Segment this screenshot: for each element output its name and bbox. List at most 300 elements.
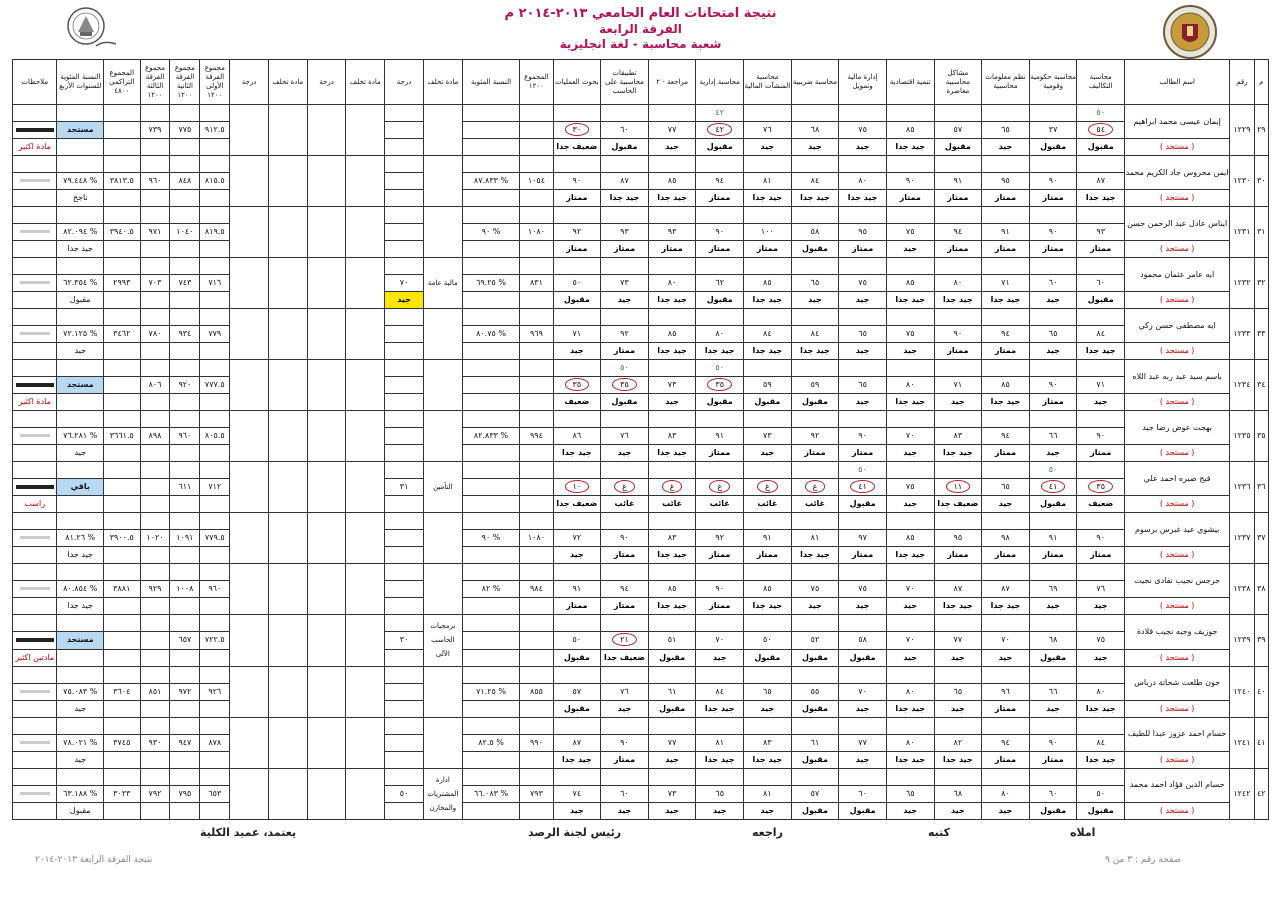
student-name: جرجس نجيب نفادى نجيت [1125, 564, 1230, 598]
subject-grade: ضعيف [553, 394, 601, 411]
year1-top [200, 666, 230, 683]
subject-mark: ٩٠ [1077, 530, 1125, 547]
pct-top [462, 717, 520, 734]
pct-top [462, 156, 520, 173]
subject-grade: جيد [1029, 700, 1077, 717]
remark-bar [13, 224, 57, 241]
percentage: % ٨٢.٨٣٣ [462, 428, 520, 445]
year1-bottom [200, 751, 230, 768]
cumpct-top [57, 768, 104, 785]
blank-cell [268, 615, 307, 666]
mark-upgrade [886, 615, 934, 632]
mark-upgrade [886, 309, 934, 326]
cumulative-percentage: % ٨١.٢٦ [57, 530, 104, 547]
mark-upgrade [1077, 309, 1125, 326]
subject-mark: ٨٠ [886, 734, 934, 751]
student-row-marks [13, 377, 1269, 394]
mark-upgrade [648, 615, 696, 632]
year1-top [200, 207, 230, 224]
subject-grade: جيد [553, 547, 601, 564]
subject-grade: جيد جدا [791, 190, 839, 207]
mark-upgrade [1029, 207, 1077, 224]
mark-upgrade [791, 360, 839, 377]
mark-upgrade [553, 768, 601, 785]
remark-top [13, 411, 57, 428]
subject-mark [601, 479, 649, 496]
year2-top [170, 462, 200, 479]
carried-degree: ٣٠ [385, 632, 424, 649]
remark-top [13, 207, 57, 224]
mark-upgrade [1077, 156, 1125, 173]
year3-total: ٧٣٩ [140, 122, 170, 139]
year3-top [140, 360, 170, 377]
subject-mark: ٨٠ [886, 683, 934, 700]
subject-grade: جيد جدا [744, 343, 792, 360]
subject-grade: غائب [601, 496, 649, 513]
mark-upgrade [791, 258, 839, 275]
subject-mark: ٦٥ [791, 275, 839, 292]
subject-grade: جيد جدا [744, 292, 792, 309]
mark-upgrade [1077, 768, 1125, 785]
student-row [13, 513, 1269, 530]
year2-bottom [170, 598, 200, 615]
remark-bar-line [20, 587, 50, 590]
mark-upgrade [1029, 258, 1077, 275]
mark-upgrade [601, 564, 649, 581]
blank-cell [230, 462, 269, 513]
status-flag: مستجد [57, 377, 104, 394]
remark-bar-line [20, 332, 50, 335]
pct-top [462, 207, 520, 224]
blank-cell [268, 105, 307, 156]
year3-total: ٩٦٠ [140, 173, 170, 190]
subject-grade: جيد [839, 598, 887, 615]
student-row-grades [13, 598, 1269, 615]
year2-bottom [170, 445, 200, 462]
year1-total: ٧٧٩ [200, 326, 230, 343]
subject-grade: جيد جدا [601, 190, 649, 207]
cumulative-total [104, 122, 141, 139]
subject-mark [744, 479, 792, 496]
total-bottom [520, 394, 553, 411]
subject-grade: مقبول [1029, 139, 1077, 156]
carried-degree-top [385, 564, 424, 581]
mark-upgrade [553, 717, 601, 734]
total-mark: ٩٦٩ [520, 326, 553, 343]
mark-upgrade [744, 360, 792, 377]
carried-subject [423, 411, 462, 462]
mark-upgrade [791, 411, 839, 428]
cum-top [104, 666, 141, 683]
mark-upgrade [1029, 717, 1077, 734]
student-status: ( مستجد ) [1125, 292, 1230, 309]
blank-cell [307, 360, 346, 411]
year2-top [170, 564, 200, 581]
student-index: ٣٨ [1254, 564, 1268, 615]
subject-mark: ٦٨ [1029, 632, 1077, 649]
total-top [520, 258, 553, 275]
student-name: إيمان عيسى محمد ابراهيم [1125, 105, 1230, 139]
subject-mark [696, 479, 744, 496]
subject-grade: ممتاز [934, 241, 982, 258]
year2-total: ٧٧٥ [170, 122, 200, 139]
subject-mark: ٨٠ [648, 275, 696, 292]
subject-mark: ٧١ [1077, 377, 1125, 394]
total-bottom [520, 649, 553, 666]
subject-mark: ٩٠ [934, 326, 982, 343]
subject-mark: ٧٣ [648, 377, 696, 394]
pct-bottom [462, 241, 520, 258]
carried-degree-top [385, 156, 424, 173]
final-grade: جيد جدا [57, 547, 104, 564]
subject-mark: ٩٢ [696, 530, 744, 547]
subject-mark: ٦٢ [696, 275, 744, 292]
subject-mark: ٩٤ [982, 734, 1030, 751]
mark-upgrade [934, 513, 982, 530]
subject-mark: ٨٤ [791, 326, 839, 343]
mark-upgrade [696, 768, 744, 785]
student-row [13, 564, 1269, 581]
status-flag: مستجد [57, 122, 104, 139]
year3-bottom [140, 445, 170, 462]
final-grade: جيد جدا [57, 241, 104, 258]
subject-grade: مقبول [744, 394, 792, 411]
mark-upgrade [839, 207, 887, 224]
subject-grade: مقبول [839, 802, 887, 819]
mark-upgrade [648, 309, 696, 326]
pct-top [462, 564, 520, 581]
cum-bottom [104, 496, 141, 513]
subject-grade: مقبول [1029, 649, 1077, 666]
subject-mark: ٨١ [744, 785, 792, 802]
subject-mark: ٦٥ [982, 479, 1030, 496]
subject-grade: جيد [791, 139, 839, 156]
subject-mark: ٨٤ [696, 683, 744, 700]
year2-top [170, 207, 200, 224]
subject-grade: مقبول [648, 700, 696, 717]
total-top [520, 564, 553, 581]
mark-upgrade [648, 258, 696, 275]
mark-upgrade [601, 513, 649, 530]
blank-cell [268, 717, 307, 768]
subject-grade: ممتاز [696, 547, 744, 564]
failed-mark: ٣٥ [612, 378, 637, 391]
blank-cell [307, 156, 346, 207]
final-grade [57, 496, 104, 513]
year2-top [170, 156, 200, 173]
remark-bar [13, 581, 57, 598]
subject-grade: جيد جدا [791, 343, 839, 360]
student-name: بهجت عوض رضا جيد [1125, 411, 1230, 445]
year3-top [140, 513, 170, 530]
subject-grade: جيد جدا [1077, 751, 1125, 768]
subject-grade: جيد [648, 394, 696, 411]
final-grade [57, 139, 104, 156]
mark-upgrade [886, 768, 934, 785]
subject-grade: جيد جدا [696, 751, 744, 768]
mark-upgrade [886, 258, 934, 275]
subject-grade: جيد [839, 751, 887, 768]
year1-total: ٩٢٦ [200, 683, 230, 700]
failed-mark: غ [662, 480, 683, 493]
subject-grade: جيد [839, 700, 887, 717]
year3-total: ٩٢٩ [140, 581, 170, 598]
student-status: ( مستجد ) [1125, 241, 1230, 258]
subject-mark: ٥٠ [744, 632, 792, 649]
subject-grade: مقبول [696, 394, 744, 411]
year2-top [170, 666, 200, 683]
subject-grade: مقبول [791, 802, 839, 819]
student-name: بيشوي عيد غبرس برسوم [1125, 513, 1230, 547]
remark-note: مادة اكثير [13, 139, 57, 156]
remark-bar-line [16, 485, 54, 489]
carried-degree [385, 377, 424, 394]
subject-grade: ممتاز [1029, 751, 1077, 768]
subject-mark: ٥٢ [791, 632, 839, 649]
blank-cell [268, 768, 307, 819]
cum-bottom [104, 241, 141, 258]
mark-upgrade [982, 717, 1030, 734]
remark-note [13, 445, 57, 462]
subject-mark: ٨١ [744, 173, 792, 190]
blank-cell [268, 462, 307, 513]
cumulative-percentage: % ٦٢.٣٥٤ [57, 275, 104, 292]
remark-bar [13, 377, 57, 394]
carried-degree-grade [385, 547, 424, 564]
student-row-grades [13, 751, 1269, 768]
failed-mark: غ [709, 480, 730, 493]
subject-grade: جيد جدا [744, 751, 792, 768]
failed-mark: غ [614, 480, 635, 493]
carried-subject: مالية عامة [423, 258, 462, 309]
carried-degree [385, 428, 424, 445]
subject-mark: ٦٠ [601, 785, 649, 802]
year3-bottom [140, 700, 170, 717]
mark-upgrade [982, 768, 1030, 785]
pct-top [462, 360, 520, 377]
cumulative-total: ٣٧٤٥ [104, 734, 141, 751]
subject-mark: ٧٧ [648, 122, 696, 139]
report-level: الفرقة الرابعة [599, 22, 682, 36]
year2-bottom [170, 547, 200, 564]
cumpct-top [57, 615, 104, 632]
column-header: النسبة المئوية [462, 60, 520, 105]
mark-upgrade [1029, 564, 1077, 581]
student-name: حسام احمد عزوز عبدا للطيف [1125, 717, 1230, 751]
subject-grade: ممتاز [982, 241, 1030, 258]
cum-bottom [104, 394, 141, 411]
total-top [520, 411, 553, 428]
carried-degree [385, 326, 424, 343]
pct-bottom [462, 190, 520, 207]
mark-upgrade [1077, 258, 1125, 275]
student-status: ( مستجد ) [1125, 190, 1230, 207]
cumulative-percentage: % ٧٨.٠٢١ [57, 734, 104, 751]
year1-top [200, 105, 230, 122]
carried-degree [385, 224, 424, 241]
remark-bar [13, 275, 57, 292]
subject-mark: ٧٣ [648, 785, 696, 802]
subject-mark: ٧٦ [1077, 581, 1125, 598]
student-index: ٣١ [1254, 207, 1268, 258]
subject-mark: ٩٢ [601, 326, 649, 343]
blank-cell [268, 207, 307, 258]
subject-grade: ممتاز [601, 241, 649, 258]
subject-grade: جيد [601, 445, 649, 462]
mark-upgrade [791, 717, 839, 734]
pct-top [462, 768, 520, 785]
subject-grade: ممتاز [744, 547, 792, 564]
carried-degree-grade [385, 241, 424, 258]
subject-mark: ٨٠ [1077, 683, 1125, 700]
subject-grade: جيد جدا [1077, 343, 1125, 360]
blank-cell [346, 717, 385, 768]
subject-grade: جيد جدا [553, 751, 601, 768]
remark-bar [13, 428, 57, 445]
year1-bottom [200, 445, 230, 462]
mark-upgrade [934, 666, 982, 683]
blank-cell [268, 309, 307, 360]
mark-upgrade [982, 666, 1030, 683]
subject-grade: غائب [696, 496, 744, 513]
year1-top [200, 615, 230, 632]
mark-upgrade [886, 360, 934, 377]
cum-top [104, 207, 141, 224]
student-status: ( مستجد ) [1125, 802, 1230, 819]
pct-bottom [462, 598, 520, 615]
subject-mark: ٧٠ [886, 428, 934, 445]
mark-upgrade [934, 768, 982, 785]
remark-top [13, 156, 57, 173]
subject-mark: ٩٤ [696, 173, 744, 190]
subject-mark: ٩٤ [982, 326, 1030, 343]
year1-top [200, 156, 230, 173]
remark-bar [13, 326, 57, 343]
student-name: حسام الدين فؤاد احمد محمد [1125, 768, 1230, 802]
student-status: ( مستجد ) [1125, 445, 1230, 462]
pct-bottom [462, 802, 520, 819]
mark-upgrade [553, 309, 601, 326]
column-header: مادة تخلف [346, 60, 385, 105]
cumpct-top [57, 717, 104, 734]
cumulative-total: ٣٨١٣.٥ [104, 173, 141, 190]
final-grade: ناجح [57, 190, 104, 207]
subject-grade: غائب [744, 496, 792, 513]
blank-cell [268, 564, 307, 615]
total-mark: ٨٣١ [520, 275, 553, 292]
subject-mark [553, 377, 601, 394]
remark-top [13, 462, 57, 479]
mark-upgrade [601, 156, 649, 173]
mark-upgrade [744, 666, 792, 683]
student-row-marks [13, 734, 1269, 751]
mark-upgrade [696, 207, 744, 224]
student-number: ١٢٣١ [1230, 207, 1254, 258]
remark-note [13, 190, 57, 207]
mark-upgrade [982, 207, 1030, 224]
subject-grade: مقبول [1077, 292, 1125, 309]
year2-bottom [170, 649, 200, 666]
status-flag: باقي [57, 479, 104, 496]
subject-grade: مقبول [791, 700, 839, 717]
subject-grade: جيد جدا [839, 190, 887, 207]
year3-bottom [140, 343, 170, 360]
subject-mark: ٧٣ [601, 275, 649, 292]
year2-bottom [170, 241, 200, 258]
blank-cell [307, 258, 346, 309]
subject-grade: ممتاز [839, 547, 887, 564]
student-row [13, 360, 1269, 377]
carried-degree-grade [385, 190, 424, 207]
student-index: ٣٣ [1254, 309, 1268, 360]
subject-grade: ممتاز [601, 751, 649, 768]
subject-mark: ٨٠ [982, 785, 1030, 802]
column-header: محاسبة المنشآت المالية [744, 60, 792, 105]
year1-top [200, 411, 230, 428]
subject-mark: ٨٧ [982, 581, 1030, 598]
mark-upgrade [982, 615, 1030, 632]
cumulative-total: ٣٤٦٢ [104, 326, 141, 343]
subject-grade: جيد [601, 292, 649, 309]
column-header: م [1254, 60, 1268, 105]
year3-bottom [140, 292, 170, 309]
mark-upgrade [1029, 411, 1077, 428]
carried-degree-top [385, 207, 424, 224]
subject-mark: ٦١ [648, 683, 696, 700]
student-row [13, 411, 1269, 428]
subject-mark: ٩٠ [1029, 173, 1077, 190]
cumulative-percentage: % ٦٣.١٨٨ [57, 785, 104, 802]
subject-mark: ٩٤ [982, 428, 1030, 445]
subject-grade: جيد جدا [934, 751, 982, 768]
year3-bottom [140, 802, 170, 819]
total-mark: ١٠٨٠ [520, 224, 553, 241]
remark-bar [13, 122, 57, 139]
subject-grade: ممتاز [982, 190, 1030, 207]
total-top [520, 309, 553, 326]
mark-upgrade [601, 768, 649, 785]
year1-bottom [200, 649, 230, 666]
mark-upgrade [1029, 513, 1077, 530]
student-index: ٢٩ [1254, 105, 1268, 156]
year1-top [200, 564, 230, 581]
subject-mark: ٧٥ [886, 224, 934, 241]
subject-mark: ٩١ [696, 428, 744, 445]
mark-upgrade [696, 411, 744, 428]
carried-degree: ٣١ [385, 479, 424, 496]
carried-degree-top [385, 258, 424, 275]
cum-bottom [104, 190, 141, 207]
cumpct-top [57, 360, 104, 377]
year3-total: ٩٧١ [140, 224, 170, 241]
subject-mark: ٧٢ [553, 530, 601, 547]
subject-mark: ٨٥ [648, 581, 696, 598]
subject-mark [1077, 122, 1125, 139]
mark-upgrade [982, 462, 1030, 479]
pct-top [462, 309, 520, 326]
subject-mark: ٦٥ [886, 785, 934, 802]
pct-top [462, 258, 520, 275]
subject-grade: ضعيف جدا [601, 649, 649, 666]
year3-total: ١٠٢٠ [140, 530, 170, 547]
year3-bottom [140, 751, 170, 768]
total-top [520, 768, 553, 785]
remark-note [13, 343, 57, 360]
blank-cell [230, 513, 269, 564]
mark-upgrade [886, 156, 934, 173]
subject-mark: ٦٠ [1029, 785, 1077, 802]
blank-cell [307, 513, 346, 564]
